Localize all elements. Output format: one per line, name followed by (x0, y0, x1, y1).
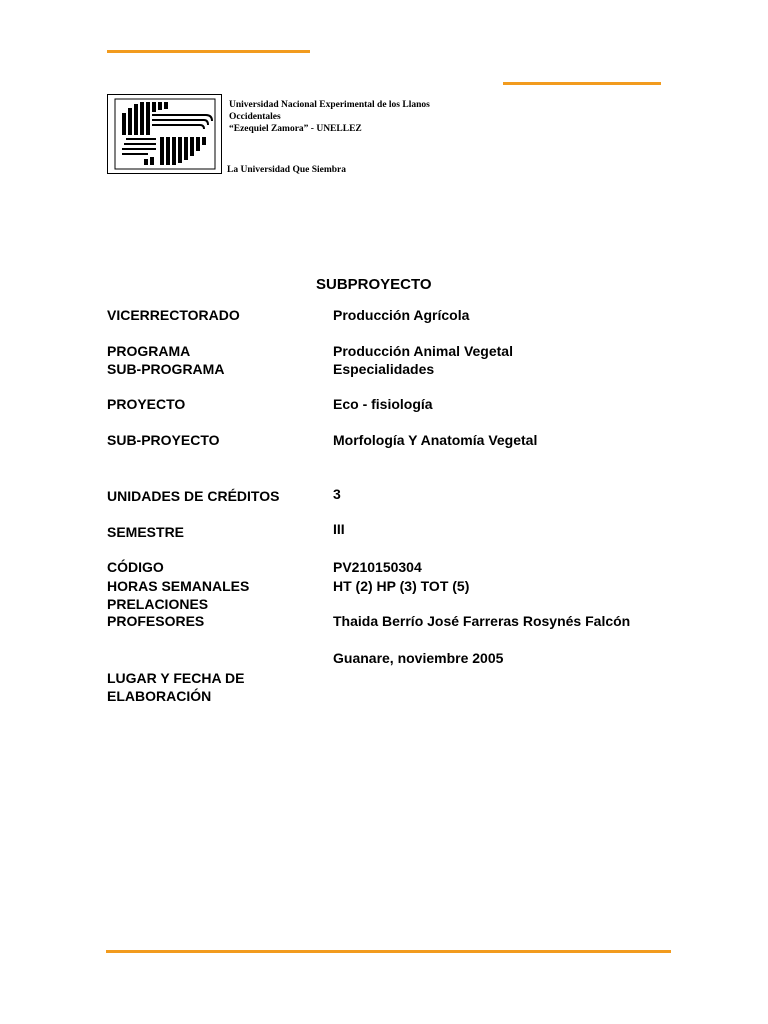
label-unidades-creditos: UNIDADES DE CRÉDITOS (107, 488, 280, 504)
label-proyecto: PROYECTO (107, 396, 186, 412)
value-sub-proyecto: Morfología Y Anatomía Vegetal (333, 432, 538, 448)
label-codigo: CÓDIGO (107, 559, 164, 575)
label-prelaciones: PRELACIONES (107, 596, 209, 612)
value-semestre: III (333, 521, 345, 537)
top-right-rule (503, 82, 661, 85)
value-unidades-creditos: 3 (333, 486, 341, 502)
value-lugar-fecha: Guanare, noviembre 2005 (333, 650, 504, 666)
label-lugar-fecha-line-2: ELABORACIÓN (107, 688, 212, 704)
institution-line-2: Occidentales (229, 112, 281, 122)
label-semestre: SEMESTRE (107, 524, 185, 540)
value-programa: Producción Animal Vegetal (333, 343, 513, 359)
value-vicerrectorado: Producción Agrícola (333, 307, 470, 323)
value-sub-programa: Especialidades (333, 361, 435, 377)
value-proyecto: Eco - fisiología (333, 396, 433, 412)
label-sub-programa: SUB-PROGRAMA (107, 361, 225, 377)
value-profesores: Thaida Berrío José Farreras Rosynés Falcón (333, 613, 631, 629)
institution-motto: La Universidad Que Siembra (227, 165, 347, 175)
label-profesores: PROFESORES (107, 613, 205, 629)
institution-line-3: “Ezequiel Zamora” - UNELLEZ (229, 124, 362, 134)
institution-name (229, 99, 430, 135)
label-sub-proyecto: SUB-PROYECTO (107, 432, 220, 448)
institution-line-1: Universidad Nacional Experimental de los Llanos (229, 100, 430, 110)
document-title: SUBPROYECTO (316, 276, 432, 293)
label-lugar-fecha-line-1: LUGAR Y FECHA DE (107, 670, 245, 686)
label-vicerrectorado: VICERRECTORADO (107, 307, 240, 323)
label-programa: PROGRAMA (107, 343, 191, 359)
value-codigo: PV210150304 (333, 559, 422, 575)
unellez-logo-icon (107, 94, 222, 174)
value-horas-semanales: HT (2) HP (3) TOT (5) (333, 578, 470, 594)
bottom-rule (106, 950, 671, 953)
label-horas-semanales: HORAS SEMANALES (107, 578, 250, 594)
top-left-rule (107, 50, 310, 53)
